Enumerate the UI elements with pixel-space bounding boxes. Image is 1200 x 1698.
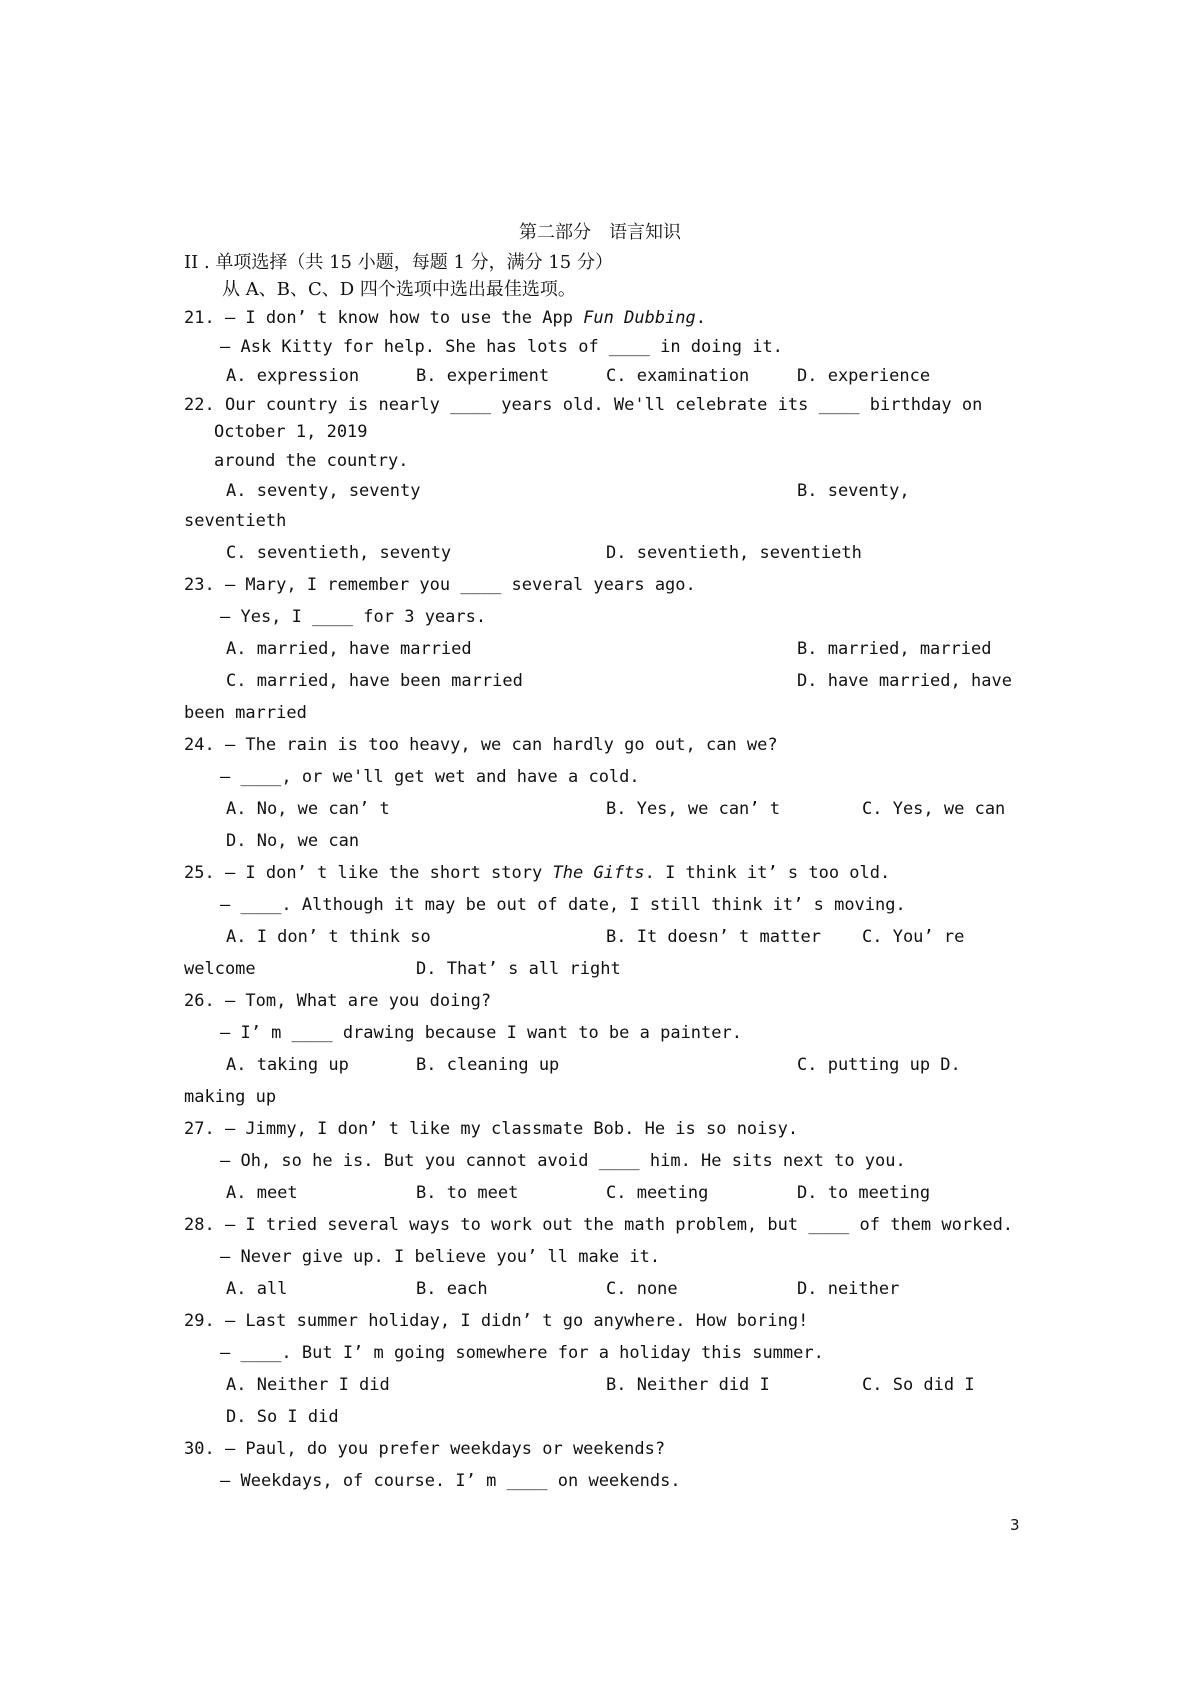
q22-option-d: D. seventieth, seventieth — [606, 543, 862, 563]
question-30-stem — [184, 1438, 665, 1460]
q27-option-b: B. to meet — [416, 1183, 519, 1203]
q25-option-d: D. That’ s all right — [416, 959, 621, 979]
app-title: Fun Dubbing — [583, 308, 696, 328]
q29-option-a: A. Neither I did — [226, 1375, 390, 1395]
q28-option-a: A. all — [226, 1279, 288, 1299]
q28-option-d: D. neither — [797, 1279, 900, 1299]
q24-option-a: A. No, we can’ t — [226, 799, 390, 819]
q23-option-d: D. have married, have — [797, 671, 1012, 691]
question-28-stem — [184, 1214, 1013, 1236]
question-21-stem — [184, 307, 706, 329]
q29-option-d: D. So I did — [226, 1407, 339, 1427]
question-number: 25. — [184, 863, 215, 883]
q23-option-c: C. married, have been married — [226, 671, 523, 691]
question-26-stem — [184, 990, 491, 1012]
q29-option-b: B. Neither did I — [606, 1375, 770, 1395]
q25-option-c: C. You’ re — [862, 927, 965, 947]
question-number: 29. — [184, 1311, 215, 1331]
question-text: – I tried several ways to work out the math problem, but ____ of them worked. — [214, 1215, 1014, 1235]
q24-option-b: B. Yes, we can’ t — [606, 799, 780, 819]
question-28-reply: – Never give up. I believe you’ ll make it. — [220, 1247, 661, 1267]
q29-option-c: C. So did I — [862, 1375, 975, 1395]
q28-option-c: C. none — [606, 1279, 678, 1299]
question-25-stem — [184, 862, 890, 884]
question-text: – Jimmy, I don’ t like my classmate Bob. He is so noisy. — [214, 1119, 799, 1139]
question-23-stem — [184, 574, 696, 596]
question-29-reply: – ____. But I’ m going somewhere for a holiday this summer. — [220, 1343, 824, 1363]
q21-option-d: D. experience — [797, 366, 931, 386]
question-24-stem — [184, 734, 778, 756]
q21-option-b: B. experiment — [416, 366, 550, 386]
q23-option-b: B. married, married — [797, 639, 992, 659]
question-text: – Paul, do you prefer weekdays or weekends? — [214, 1439, 666, 1459]
question-text: – I don’ t know how to use the App — [214, 308, 584, 328]
q22-option-b-wrap: seventieth — [184, 511, 287, 531]
q26-option-a: A. taking up — [226, 1055, 349, 1075]
q26-option-c: C. putting up D. — [797, 1055, 961, 1075]
question-number: 26. — [184, 991, 215, 1011]
q27-option-c: C. meeting — [606, 1183, 709, 1203]
instruction: 从 A、B、C、D 四个选项中选出最佳选项。 — [222, 279, 576, 300]
section-heading: II . 单项选择（共 15 小题，每题 1 分，满分 15 分） — [184, 252, 613, 273]
question-text: – Mary, I remember you ____ several years ago. — [214, 575, 696, 595]
question-29-stem — [184, 1310, 808, 1332]
question-text: Our country is nearly ____ years old. We'll celebrate its ____ birthday on — [214, 395, 983, 415]
question-21-reply: – Ask Kitty for help. She has lots of ____ in doing it. — [220, 337, 783, 357]
q26-option-b: B. cleaning up — [416, 1055, 560, 1075]
question-text: – I don’ t like the short story — [214, 863, 553, 883]
question-text: . — [695, 308, 707, 328]
story-title: The Gifts — [552, 863, 645, 883]
question-number: 27. — [184, 1119, 215, 1139]
q22-option-b: B. seventy, — [797, 481, 910, 501]
q22-option-c: C. seventieth, seventy — [226, 543, 452, 563]
q23-option-d-wrap: been married — [184, 703, 307, 723]
question-number: 30. — [184, 1439, 215, 1459]
q25-option-a: A. I don’ t think so — [226, 927, 431, 947]
question-text: – Tom, What are you doing? — [214, 991, 492, 1011]
part-title-a: 第二部分 — [519, 222, 591, 243]
question-text: . I think it’ s too old. — [644, 863, 891, 883]
q28-option-b: B. each — [416, 1279, 488, 1299]
q23-option-a: A. married, have married — [226, 639, 472, 659]
question-26-reply: – I’ m ____ drawing because I want to be a painter. — [220, 1023, 742, 1043]
question-22-line3: around the country. — [214, 451, 409, 471]
question-22-stem — [184, 394, 982, 416]
q27-option-a: A. meet — [226, 1183, 298, 1203]
q24-option-d: D. No, we can — [226, 831, 360, 851]
question-27-stem — [184, 1118, 798, 1140]
page-number: 3 — [1010, 1516, 1020, 1534]
question-24-reply: – ____, or we'll get wet and have a cold. — [220, 767, 640, 787]
part-title-b: 语言知识 — [609, 222, 681, 243]
q24-option-c: C. Yes, we can — [862, 799, 1006, 819]
question-25-reply: – ____. Although it may be out of date, I still think it’ s moving. — [220, 895, 906, 915]
question-22-line2: October 1, 2019 — [214, 422, 368, 442]
q25-option-b: B. It doesn’ t matter — [606, 927, 821, 947]
question-number: 22. — [184, 395, 215, 415]
question-number: 21. — [184, 308, 215, 328]
question-text: – Last summer holiday, I didn’ t go anywhere. How boring! — [214, 1311, 809, 1331]
q22-option-a: A. seventy, seventy — [226, 481, 421, 501]
question-number: 24. — [184, 735, 215, 755]
question-number: 28. — [184, 1215, 215, 1235]
part-title — [0, 222, 1200, 244]
question-text: – The rain is too heavy, we can hardly go out, can we? — [214, 735, 778, 755]
question-30-reply: – Weekdays, of course. I’ m ____ on weekends. — [220, 1471, 681, 1491]
question-number: 23. — [184, 575, 215, 595]
question-27-reply: – Oh, so he is. But you cannot avoid ____ him. He sits next to you. — [220, 1151, 906, 1171]
q21-option-a: A. expression — [226, 366, 360, 386]
q26-option-d-wrap: making up — [184, 1087, 277, 1107]
q25-option-c-wrap: welcome — [184, 959, 256, 979]
q27-option-d: D. to meeting — [797, 1183, 931, 1203]
question-23-reply: – Yes, I ____ for 3 years. — [220, 607, 487, 627]
q21-option-c: C. examination — [606, 366, 750, 386]
